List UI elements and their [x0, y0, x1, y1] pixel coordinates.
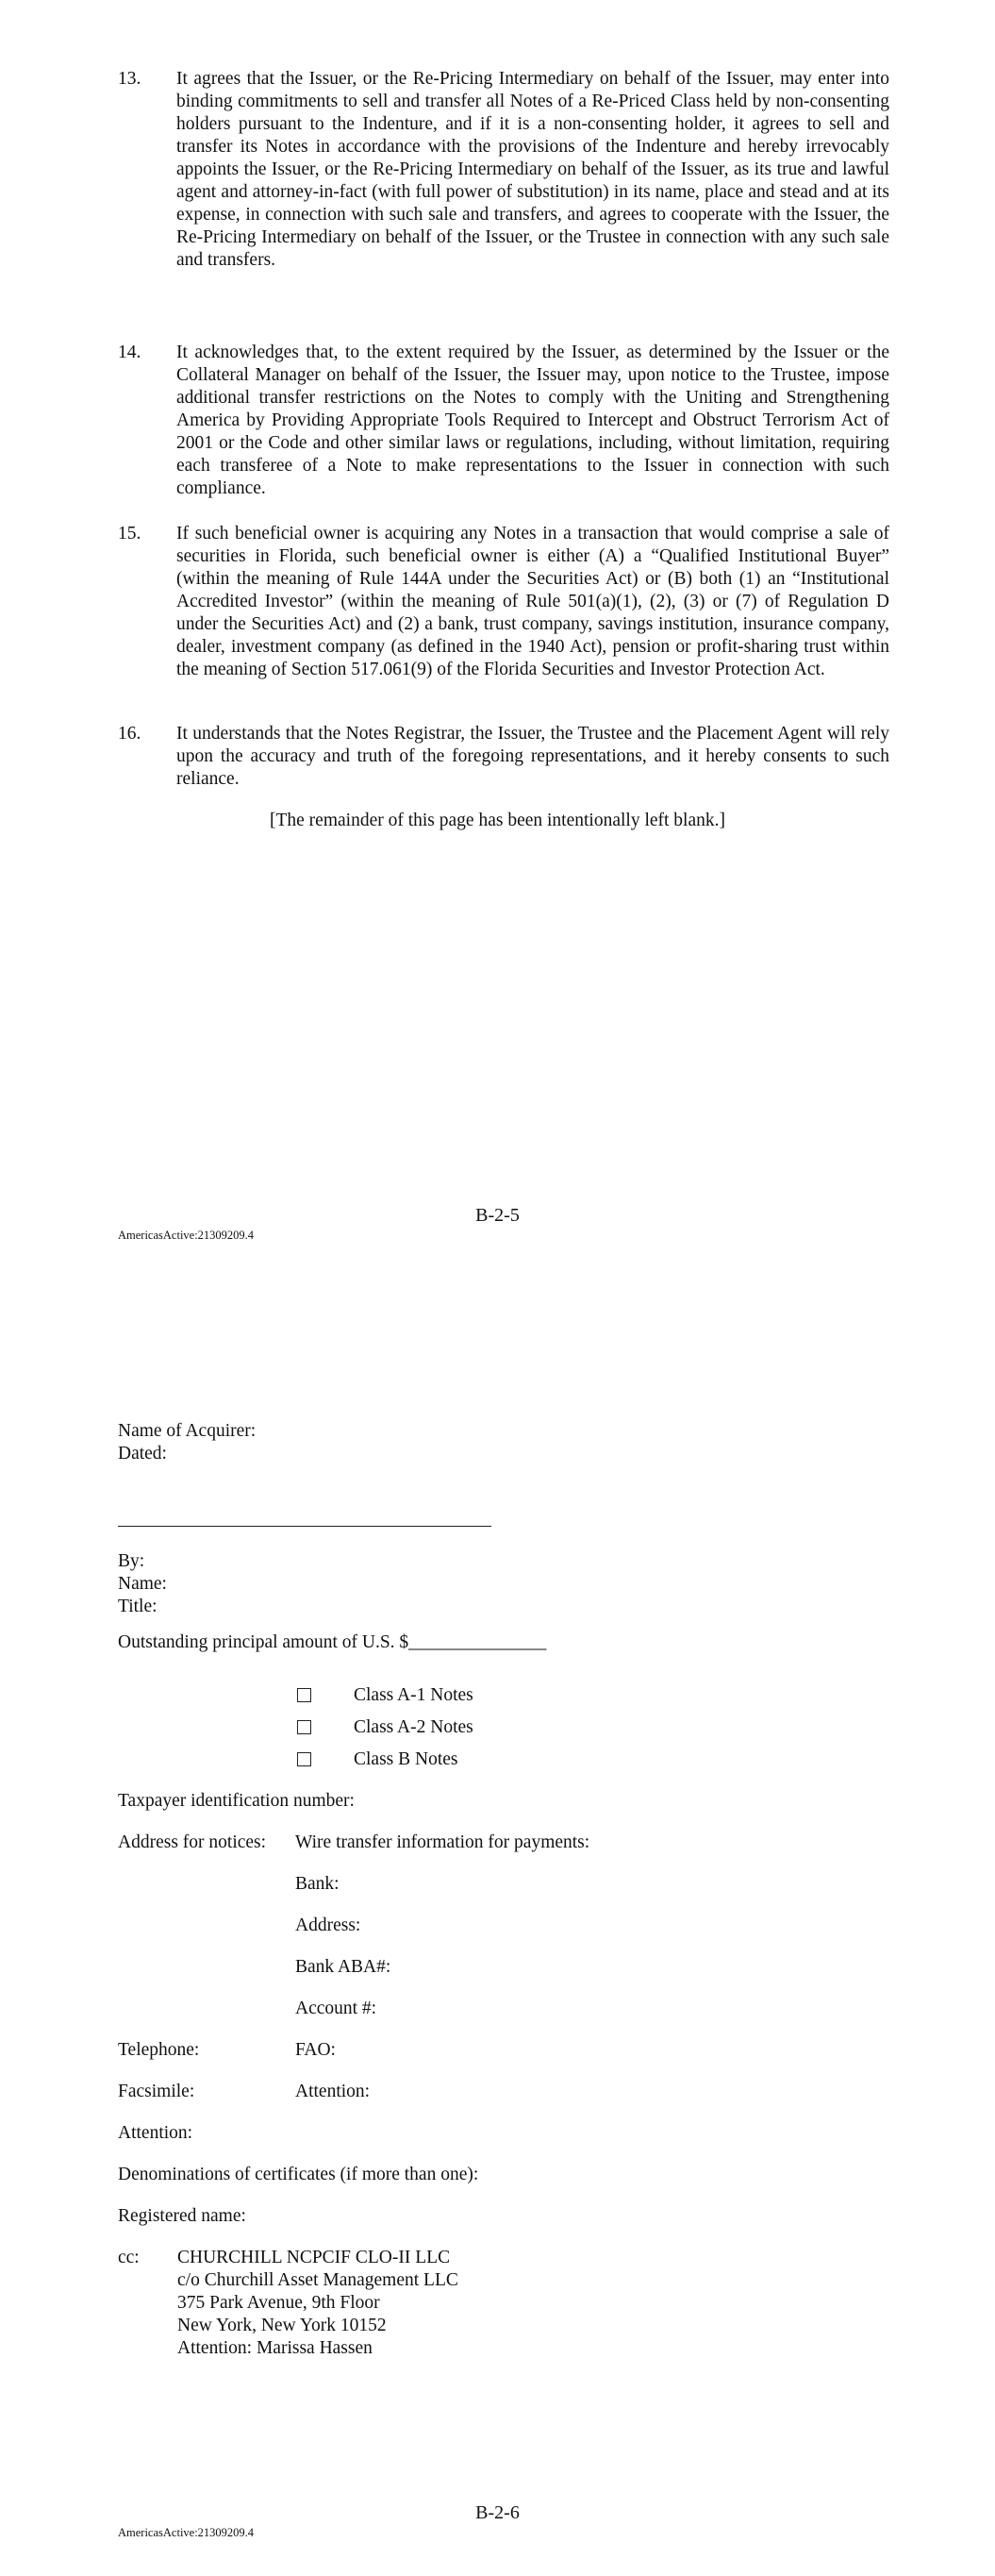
class-b-checkbox[interactable]: [297, 1752, 311, 1766]
cc-line-city: New York, New York 10152: [177, 2316, 387, 2335]
page-number: B-2-6: [475, 2502, 520, 2523]
item-number: 14.: [118, 343, 141, 362]
item-number: 16.: [118, 724, 141, 744]
bank-label: Bank:: [295, 1874, 340, 1894]
attention-label: Attention:: [118, 2123, 193, 2143]
class-b-label: Class B Notes: [354, 1749, 458, 1769]
document-footer-id: AmericasActive:21309209.4: [118, 1229, 255, 1242]
list-item-13: [118, 68, 889, 272]
cc-line-care-of: c/o Churchill Asset Management LLC: [177, 2270, 458, 2290]
signature-line: [118, 1526, 491, 1527]
class-a1-label: Class A-1 Notes: [354, 1685, 473, 1705]
denominations-label: Denominations of certificates (if more than one):: [118, 2165, 479, 2184]
fao-label: FAO:: [295, 2040, 336, 2060]
item-text: It understands that the Notes Registrar, the Issuer, the Trustee and the Placement Agent will rely upon the accuracy and truth of the foregoing representations, and it hereby consents to such reliance.: [176, 724, 889, 789]
registered-name-label: Registered name:: [118, 2206, 246, 2226]
class-a2-checkbox[interactable]: [297, 1720, 311, 1734]
page-b-2-6: [0, 1288, 995, 2576]
name-of-acquirer-label: Name of Acquirer:: [118, 1421, 257, 1441]
by-label: By:: [118, 1551, 145, 1571]
outstanding-amount-label: Outstanding principal amount of U.S. $_______________: [118, 1632, 547, 1652]
blank-page-note: [The remainder of this page has been intentionally left blank.]: [270, 811, 725, 830]
bank-address-label: Address:: [295, 1915, 361, 1935]
account-number-label: Account #:: [295, 1999, 377, 2018]
item-text: It agrees that the Issuer, or the Re-Pricing Intermediary on behalf of the Issuer, may enter into binding commitments to sell and transfer all Notes of a Re-Priced Class held by non-consenting holders pursuant to the Indenture, and if it is a non-consenting holder, it agrees to sell and transfer its Notes in accordance with the provisions of the Indenture and hereby irrevocably appoints the Issuer, or the Re-Pricing Intermediary on behalf of the Issuer, as its true and lawful agent and attorney-in-fact (with full power of substitution) in its name, place and stead and at its expense, in connection with such sale and transfers, and agrees to cooperate with the Issuer, the Re-Pricing Intermediary on behalf of the Issuer, or the Trustee in connection with any such sale and transfers.: [176, 69, 889, 270]
class-a1-checkbox[interactable]: [297, 1688, 311, 1702]
cc-line-company: CHURCHILL NCPCIF CLO-II LLC: [177, 2248, 451, 2267]
facsimile-label: Facsimile:: [118, 2082, 195, 2101]
name-label: Name:: [118, 1574, 167, 1594]
item-text: It acknowledges that, to the extent required by the Issuer, as determined by the Issuer or the Collateral Manager on behalf of the Issuer, the Issuer may, upon notice to the Trustee, impose additional transfer restrictions on the Notes to comply with the Uniting and Strengthening America by Providing Appropriate Tools Required to Intercept and Obstruct Terrorism Act of 2001 or the Code and other similar laws or regulations, including, without limitation, requiring each transferee of a Note to make representations to the Issuer in connection with such compliance.: [176, 343, 889, 498]
wire-transfer-label: Wire transfer information for payments:: [295, 1832, 590, 1852]
item-number: 13.: [118, 69, 141, 89]
cc-line-street: 375 Park Avenue, 9th Floor: [177, 2293, 380, 2313]
list-item-14: [118, 342, 889, 500]
dated-label: Dated:: [118, 1444, 167, 1464]
telephone-label: Telephone:: [118, 2040, 200, 2060]
class-a2-label: Class A-2 Notes: [354, 1717, 473, 1737]
item-number: 15.: [118, 524, 141, 544]
cc-label: cc:: [118, 2248, 140, 2267]
taxpayer-id-label: Taxpayer identification number:: [118, 1791, 355, 1811]
item-text: If such beneficial owner is acquiring any Notes in a transaction that would comprise a sale of securities in Florida, such beneficial owner is either (A) a “Qualified Institutional Buyer” (within the meaning of Rule 144A under the Securities Act) or (B) both (1) an “Institutional Accredited Investor” (within the meaning of Rule 501(a)(1), (2), (3) or (7) of Regulation D under the Securities Act) and (2) a bank, trust company, savings institution, insurance company, dealer, investment company (as defined in the 1940 Act), pension or profit-sharing trust within the meaning of Section 517.061(9) of the Florida Securities and Investor Protection Act.: [176, 524, 889, 679]
wire-attention-label: Attention:: [295, 2082, 371, 2101]
address-for-notices-label: Address for notices:: [118, 1832, 267, 1852]
page-number: B-2-5: [475, 1205, 520, 1226]
bank-aba-label: Bank ABA#:: [295, 1957, 391, 1977]
title-label: Title:: [118, 1597, 158, 1616]
cc-line-attention: Attention: Marissa Hassen: [177, 2338, 373, 2358]
list-item-16: [118, 723, 889, 791]
document-footer-id: AmericasActive:21309209.4: [118, 2526, 255, 2539]
list-item-15: [118, 523, 889, 681]
